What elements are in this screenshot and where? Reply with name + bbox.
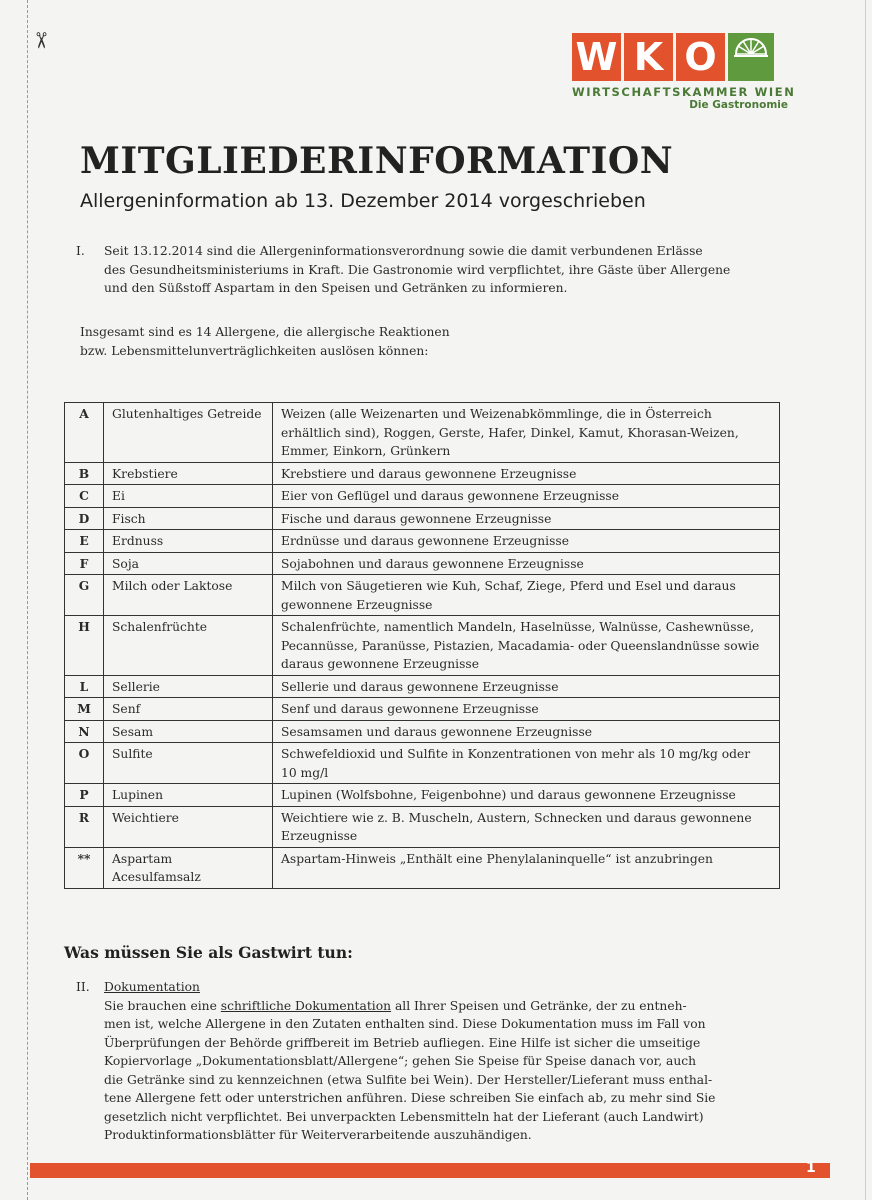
description-line: Sojabohnen und daraus gewonnene Erzeugnisse [281,556,584,571]
table-row [65,530,780,553]
allergen-description [273,784,780,807]
allergen-name: Sesam [104,720,273,743]
allergen-description [273,403,780,463]
description-line: Milch von Säugetieren wie Kuh, Schaf, Ziege, Pferd und Esel und daraus [281,579,736,593]
allergen-name: Schalenfrüchte [104,616,273,676]
logo-letter: K [624,33,673,81]
allergen-description [273,552,780,575]
cut-line [27,0,28,1200]
table-row [65,784,780,807]
logo-subtitle: Die Gastronomie [689,99,788,111]
description-line: erhältlich sind), Roggen, Gerste, Hafer, Dinkel, Kamut, Khorasan-Weizen, [281,425,739,440]
text-line: Sie brauchen eine schriftliche Dokumentation all Ihrer Speisen und Getränke, der zu entneh- [104,998,687,1013]
allergen-code: D [65,507,104,530]
table-row [65,847,780,888]
allergen-code: G [65,575,104,616]
table-row [65,675,780,698]
table-row [65,507,780,530]
table-row [65,403,780,463]
allergen-name: Senf [104,698,273,721]
description-line: Sesamsamen und daraus gewonnene Erzeugnisse [281,724,593,739]
allergen-name: Aspartam Acesulfamsalz [104,847,273,888]
description-line: Schwefeldioxid und Sulfite in Konzentrationen von mehr als 10 mg/kg oder [281,747,751,761]
logo-letter: W [572,33,621,81]
allergen-name: Lupinen [104,784,273,807]
section-number: I. [76,244,85,258]
allergen-description [273,847,780,888]
description-line: Pecannüsse, Paranüsse, Pistazien, Macadamia- oder Queenslandnüsse sowie [281,638,760,653]
allergen-description [273,507,780,530]
allergen-description [273,616,780,676]
allergen-description [273,806,780,847]
text-line: Produktinformationsblätter für Weiterverarbeitende auszuhändigen. [104,1128,532,1142]
logo-letter: O [676,33,725,81]
section-1 [76,242,756,298]
text-line: Kopiervorlage „Dokumentationsblatt/Allergene“; gehen Sie Speise für Speise danach vor, auch [104,1054,697,1068]
allergen-name: Soja [104,552,273,575]
table-row [65,720,780,743]
page-number: 1 [806,1160,816,1176]
section-heading: Was müssen Sie als Gastwirt tun: [64,943,353,962]
allergen-code: B [65,462,104,485]
text-line: Insgesamt sind es 14 Allergene, die allergische Reaktionen [80,325,450,339]
text-line: die Getränke sind zu kennzeichnen (etwa Sulfite bei Wein). Der Hersteller/Lieferant muss enthal- [104,1072,713,1087]
intro-text [80,323,450,360]
allergen-code: H [65,616,104,676]
table-row [65,575,780,616]
scissors-icon: ✂ [27,31,53,50]
allergen-description [273,530,780,553]
description-line: Weizen (alle Weizenarten und Weizenabkömmlinge, die in Österreich [281,407,712,421]
description-line: Emmer, Einkorn, Grünkern [281,444,451,458]
description-line: daraus gewonnene Erzeugnisse [281,657,480,671]
description-line: Krebstiere und daraus gewonnene Erzeugnisse [281,466,577,481]
allergen-code: O [65,743,104,784]
allergen-description [273,743,780,784]
text-line: und den Süßstoff Aspartam in den Speisen und Getränken zu informieren. [104,281,568,295]
allergen-description [273,698,780,721]
allergen-code: F [65,552,104,575]
description-line: 10 mg/l [281,765,329,780]
text-line: gesetzlich nicht verpflichtet. Bei unverpackten Lebensmitteln hat der Lieferant (auch Landwirt) [104,1109,704,1124]
allergen-code: M [65,698,104,721]
wko-logo [572,33,796,111]
description-line: Aspartam-Hinweis „Enthält eine Phenylalaninquelle“ ist anzubringen [281,851,713,866]
table-row [65,743,780,784]
text-line: tene Allergene fett oder unterstrichen anführen. Diese schreiben Sie einfach ab, zu mehr sind Sie [104,1091,716,1105]
page-subtitle: Allergeninformation ab 13. Dezember 2014 vorgeschrieben [80,190,646,212]
text-line: Überprüfungen der Behörde griffbereit im Betrieb aufliegen. Eine Hilfe ist sicher die umseitige [104,1035,701,1050]
allergen-code: P [65,784,104,807]
page-title: MITGLIEDERINFORMATION [80,140,674,182]
allergen-code: E [65,530,104,553]
allergen-name: Ei [104,485,273,508]
text-line: men ist, welche Allergene in den Zutaten enthalten sind. Diese Dokumentation muss im Fall von [104,1017,706,1031]
allergen-code: R [65,806,104,847]
allergen-description [273,485,780,508]
description-line: Fische und daraus gewonnene Erzeugnisse [281,511,552,526]
emphasis: schriftliche Dokumentation [220,998,392,1013]
allergen-name: Sellerie [104,675,273,698]
table-row [65,485,780,508]
table-row [65,698,780,721]
table-row [65,552,780,575]
description-line: Senf und daraus gewonnene Erzeugnisse [281,702,539,716]
text-line: Seit 13.12.2014 sind die Allergeninformationsverordnung sowie die damit verbundenen Erlässe [104,244,703,258]
description-line: Eier von Geflügel und daraus gewonnene Erzeugnisse [281,489,619,503]
allergen-name: Sulfite [104,743,273,784]
section-number: II. [76,980,90,994]
allergen-name: Fisch [104,507,273,530]
footer-bar [30,1163,830,1178]
description-line: gewonnene Erzeugnisse [281,597,433,612]
allergen-code: N [65,720,104,743]
allergen-table [64,402,780,889]
allergen-description [273,462,780,485]
allergen-name: Weichtiere [104,806,273,847]
allergen-code: ** [65,847,104,888]
allergen-description [273,675,780,698]
allergen-code: L [65,675,104,698]
table-row [65,806,780,847]
section-title: Dokumentation [104,980,200,994]
description-line: Lupinen (Wolfsbohne, Feigenbohne) und daraus gewonnene Erzeugnisse [281,788,736,802]
allergen-description [273,720,780,743]
page-edge [865,0,866,1200]
description-line: Weichtiere wie z. B. Muscheln, Austern, Schnecken und daraus gewonnene [281,810,752,825]
description-line: Schalenfrüchte, namentlich Mandeln, Haselnüsse, Walnüsse, Cashewnüsse, [281,620,755,634]
allergen-name: Glutenhaltiges Getreide [104,403,273,463]
allergen-description [273,575,780,616]
logo-name: WIRTSCHAFTSKAMMER WIEN [572,85,796,99]
sun-wheel-icon [728,33,774,81]
allergen-name: Erdnuss [104,530,273,553]
allergen-code: A [65,403,104,463]
description-line: Erzeugnisse [281,829,358,843]
allergen-name: Milch oder Laktose [104,575,273,616]
allergen-name: Krebstiere [104,462,273,485]
table-row [65,616,780,676]
description-line: Erdnüsse und daraus gewonnene Erzeugnisse [281,534,569,548]
text-line: des Gesundheitsministeriums in Kraft. Die Gastronomie wird verpflichtet, ihre Gäste über Allergene [104,262,731,277]
table-row [65,462,780,485]
allergen-code: C [65,485,104,508]
text-line: bzw. Lebensmittelunverträglichkeiten auslösen können: [80,343,429,358]
section-2 [76,978,756,1145]
description-line: Sellerie und daraus gewonnene Erzeugnisse [281,679,559,694]
